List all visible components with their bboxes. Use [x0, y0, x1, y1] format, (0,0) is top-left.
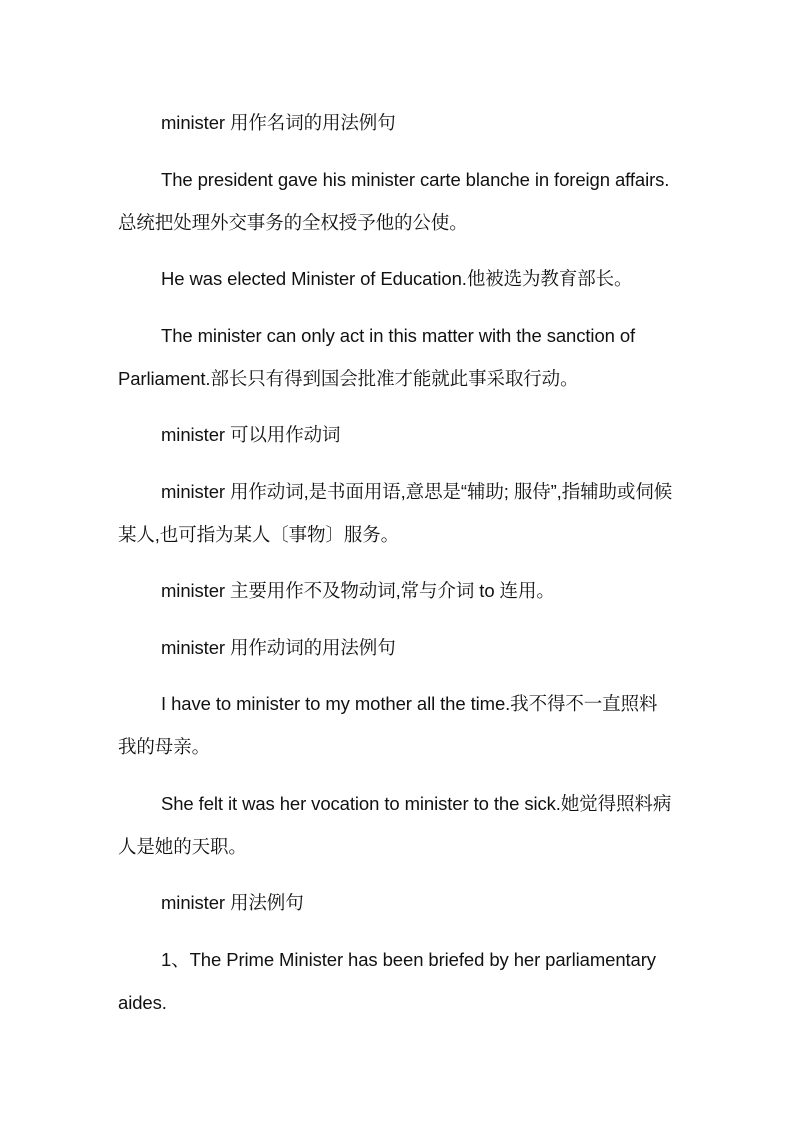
explanation-text: minister 主要用作不及物动词,常与介词 to 连用。 — [161, 580, 555, 601]
numbered-example-sentence: 1、The Prime Minister has been briefed by her parliamentary aides. — [118, 948, 656, 1013]
section-heading-usage-examples: minister 用法例句 — [161, 892, 304, 913]
section-heading-noun-examples: minister 用作名词的用法例句 — [161, 112, 396, 133]
section-heading-verb-usage: minister 可以用作动词 — [161, 424, 341, 445]
example-sentence: I have to minister to my mother all the time.我不得不一直照料我的母亲。 — [118, 693, 658, 757]
example-sentence: The president gave his minister carte blanche in foreign affairs.总统把处理外交事务的全权授予他的公使。 — [118, 168, 670, 233]
example-sentence: The minister can only act in this matter with the sanction of Parliament.部长只有得到国会批准才能就此事采取行动。 — [118, 324, 636, 389]
explanation-text: minister 用作动词,是书面用语,意思是“辅助; 服侍”,指辅助或伺候某人,也可指为某人〔事物〕服务。 — [118, 480, 673, 545]
example-sentence: He was elected Minister of Education.他被选为教育部长。 — [161, 268, 633, 289]
document-page — [118, 101, 674, 1037]
example-sentence: She felt it was her vocation to minister to the sick.她觉得照料病人是她的天职。 — [118, 792, 672, 857]
section-heading-verb-examples: minister 用作动词的用法例句 — [161, 636, 396, 658]
